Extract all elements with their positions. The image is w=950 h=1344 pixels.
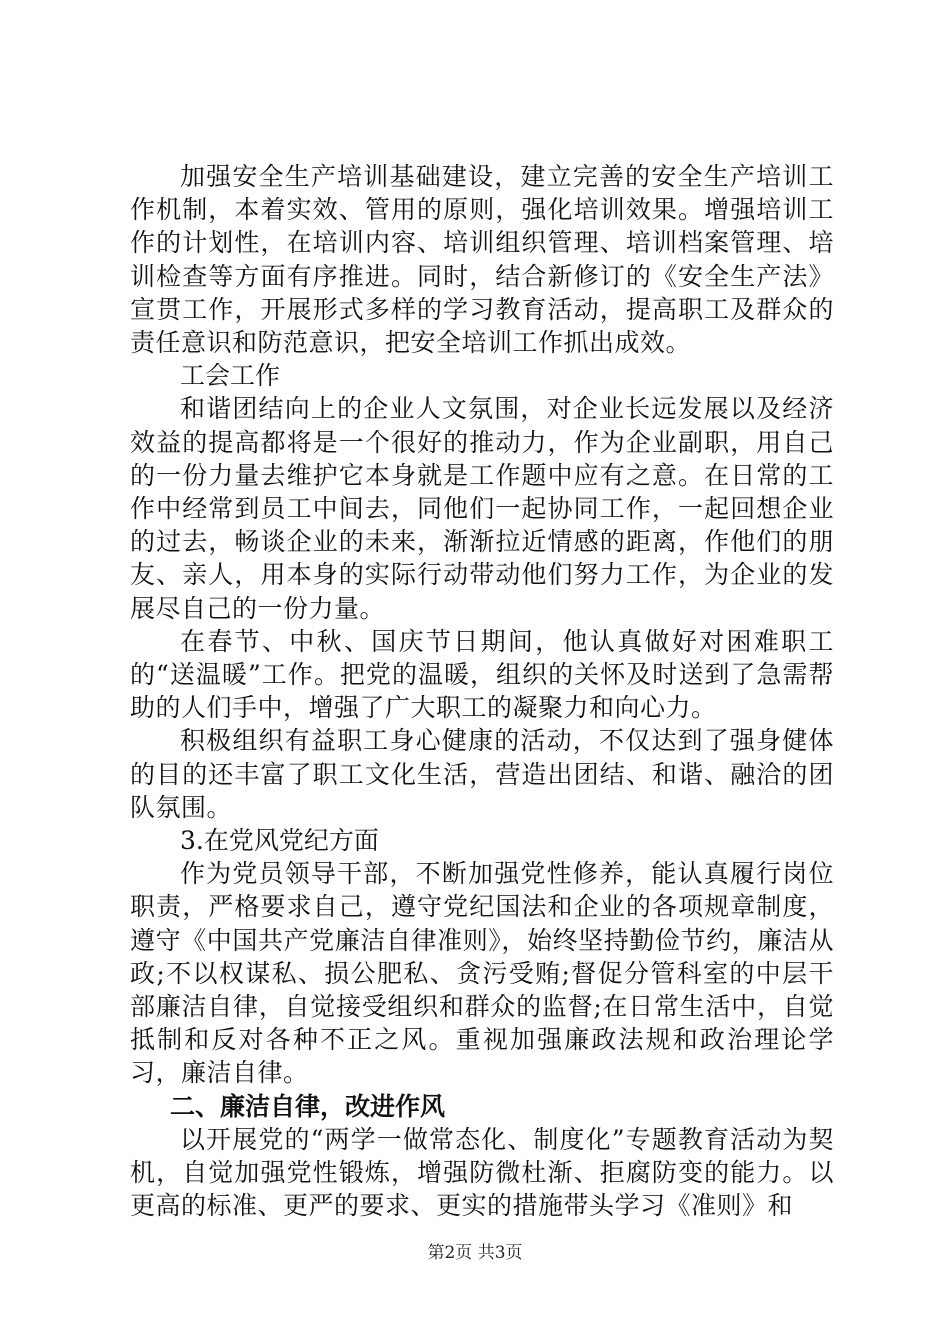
document-body	[130, 160, 834, 1223]
paragraph-harmony: 和谐团结向上的企业人文氛围，对企业长远发展以及经济效益的提高都将是一个很好的推动力，作为企业副职，用自己的一份力量去维护它本身就是工作题中应有之意。在日常的工作中经常到员工中间去，同他们一起协同工作，一起回想企业的过去，畅谈企业的未来，渐渐拉近情感的距离，作他们的朋友、亲人，用本身的实际行动带动他们努力工作，为企业的发展尽自己的一份力量。	[130, 394, 834, 623]
section-heading-integrity: 二、廉洁自律，改进作风	[170, 1091, 446, 1121]
paragraph-safety-training: 加强安全生产培训基础建设，建立完善的安全生产培训工作机制，本着实效、管用的原则，强化培训效果。增强培训工作的计划性，在培训内容、培训组织管理、培训档案管理、培训检查等方面有序推进。同时，结合新修订的《安全生产法》宣贯工作，开展形式多样的学习教育活动，提高职工及群众的责任意识和防范意识，把安全培训工作抓出成效。	[130, 162, 834, 358]
section-heading-party-discipline: 3.在党风党纪方面	[180, 826, 379, 856]
page-number-footer: 第2页 共3页	[427, 1243, 523, 1263]
paragraph-education-campaign: 以开展党的“两学一做常态化、制度化”专题教育活动为契机，自觉加强党性锻炼，增强防微杜渐、拒腐防变的能力。以更高的标准、更严的要求、更实的措施带头学习《准则》和	[130, 1124, 834, 1221]
section-heading-union-work: 工会工作	[180, 361, 281, 391]
paragraph-holiday-care: 在春节、中秋、国庆节日期间，他认真做好对困难职工的“送温暖”工作。把党的温暖，组织的关怀及时送到了急需帮助的人们手中，增强了广大职工的凝聚力和向心力。	[130, 626, 834, 723]
paragraph-activities: 积极组织有益职工身心健康的活动，不仅达到了强身健体的目的还丰富了职工文化生活，营造出团结、和谐、融洽的团队氛围。	[130, 726, 834, 822]
paragraph-party-member: 作为党员领导干部，不断加强党性修养，能认真履行岗位职责，严格要求自己，遵守党纪国法和企业的各项规章制度，遵守《中国共产党廉洁自律准则》，始终坚持勤俭节约，廉洁从政;不以权谋私、损公肥私、贪污受贿;督促分管科室的中层干部廉洁自律，自觉接受组织和群众的监督;在日常生活中，自觉抵制和反对各种不正之风。重视加强廉政法规和政治理论学习，廉洁自律。	[130, 859, 834, 1088]
